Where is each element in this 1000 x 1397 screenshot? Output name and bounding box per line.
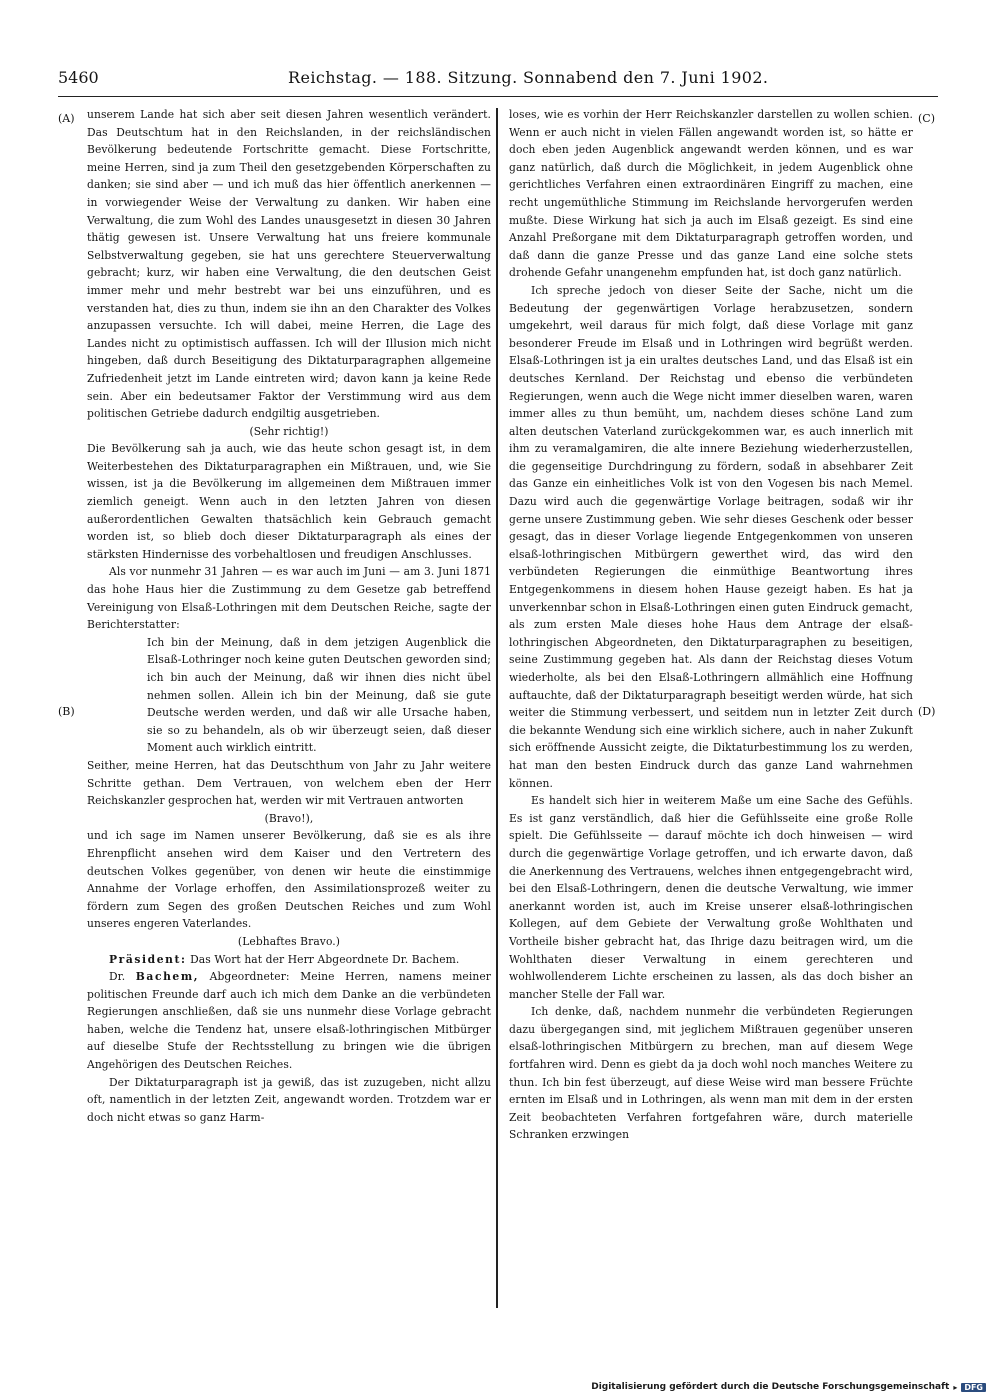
paragraph: Der Diktaturparagraph ist ja gewiß, das ist zuzugeben, nicht allzu oft, namentlich in der letzten Zeit, angewandt worden. Trotzdem war er doch nicht etwas so ganz Harm-	[87, 1075, 491, 1124]
arrow-icon: ▸	[953, 1382, 958, 1392]
dfg-logo: DFG	[961, 1383, 986, 1392]
paragraph: Es handelt sich hier in weiterem Maße um eine Sache des Gefühls. Es ist ganz verständlich, daß hier die Gefühlsseite eine große Rolle spielt. Die Gefühlsseite — darauf möchte ich doch hinweisen — wird durch die gegenwärtige Vorlage getroffen, und ich erwarte davon, daß die Anerkennung des Vertrauens, welches ihnen entgegengebracht wird, bei den Elsaß-Lothringern, denen die deutsche Verwaltung, wie immer anerkannt worden ist, auch im Kreise unserer elsaß-lothringischen Kollegen, auf dem Gebiete der Verwaltung große Wohlthaten und Vortheile bisher gebracht hat, das Ihrige dazu beitragen wird, um die Wohlthaten dieser Verwaltung in einem gerechteren und wohlwollenderem Lichte erscheinen zu lassen, als das doch bisher an mancher Stelle der Fall war.	[509, 794, 913, 1001]
paragraph: Die Bevölkerung sah ja auch, wie das heute schon gesagt ist, in dem Weiterbestehen des Diktaturparagraphen ein Mißtrauen, und, wie Sie wissen, ist ja die Bevölkerung im allgemeinen dem Mißtrauen immer ziemlich geneigt. Wenn auch in den letzten Jahren von diesen außerordentlichen Gewalten thatsächlich kein Gebrauch gemacht worden ist, so blieb doch dieser Diktaturparagraph als eines der stärksten Hindernisse des vorbehaltlosen und freudigen Anschlusses.	[87, 442, 491, 561]
margin-marker-c: (C)	[918, 112, 935, 125]
footer-credit	[591, 1382, 986, 1392]
block-quote: Ich bin der Meinung, daß in dem jetzigen Augenblick die Elsaß-Lothringer noch keine guten Deutschen geworden sind; ich bin auch der Meinung, daß wir ihnen dies nicht übel nehmen sollen. Allein ich bin der Meinung, daß sie gute Deutsche werden werden, und daß wir alle Ursache haben, sie so zu behandeln, als ob wir überzeugt seien, daß dieser Moment auch wirklich eintritt.	[147, 635, 491, 755]
paragraph: Ich spreche jedoch von dieser Seite der Sache, nicht um die Bedeutung der gegenwärtigen Vorlage herabzusetzen, sondern umgekehrt, weil daraus für mich folgt, daß diese Vorlage mit ganz besonderer Freude im Elsaß und in Lothringen wird begrüßt werden. Elsaß-Lothringen ist ja ein uraltes deutsches Land, und das Elsaß ist ein deutsches Kernland. Der Reichstag und ebenso die verbündeten Regierungen, wenn auch die Wege nicht immer dieselben waren, waren immer alles zu thun bemüht, um, nachdem dieses schöne Land zum alten deutschen Vaterland zurückgekommen war, es auch innerlich mit ihm zu veramalgamiren, die alte innere Beziehung wiederherzustellen, die gegenseitige Durchdringung zu fördern, sodaß in absehbarer Zeit das Ganze ein einheitliches Volk ist von den Vogesen bis nach Memel. Dazu wird auch die gegenwärtige Vorlage beitragen, sodaß wir ihr gerne unsere Zustimmung geben. Wie sehr dieses Geschenk oder besser gesagt, das in dieser Vorlage liegende Entgegenkommen von unseren elsaß-lothringischen Mitbürgern gewerthet wird, das wird den verbündeten Regierungen die einmüthige Beantwortung ihres Entgegenkommens in diesem hohen Hause gezeigt haben. Es hat ja unverkennbar schon in Elsaß-Lothringen einen guten Eindruck gemacht, als zum ersten Male dieses hohe Haus dem Antrage der elsaß-lothringischen Abgeordneten, den Diktaturparagraphen zu beseitigen, seine Zustimmung gegeben hat. Als dann der Reichstag dieses Votum wiederholte, als bei den Elsaß-Lothringern allmählich eine Hoffnung auftauchte, daß der Diktaturparagraph beseitigt werden würde, hat sich weiter die Stimmung verbessert, und seitdem nun in letzter Zeit durch die bekannte Wendung sich eine wirklich sichere, auch in naher Zukunft sich eröffnende Aussicht zeigte, die Diktaturbestimmung los zu werden, hat man den besten Eindruck durch das ganze Land wahrnehmen können.	[509, 283, 913, 790]
speaker-intro	[87, 968, 491, 1074]
interjection: (Lebhaftes Bravo.)	[237, 934, 341, 948]
president-label: Präsident:	[109, 952, 187, 966]
paragraph: Als vor nunmehr 31 Jahren — es war auch im Juni — am 3. Juni 1871 das hohe Haus hier die Zustimmung zu dem Gesetze gab betreffend Vereinigung von Elsaß-Lothringen mit dem Deutschen Reiche, sagte der Berichterstatter:	[87, 565, 491, 632]
speaker-name: Bachem,	[135, 970, 200, 984]
paragraph: unserem Lande hat sich aber seit diesen Jahren wesentlich verändert. Das Deutschtum hat in den Reichslanden, in der reichsländischen Bevölkerung bedeutende Fortschritte gemacht. Diese Fortschritte, meine Herren, sind ja zum Theil den gesetzgebenden Körperschaften zu danken; sie sind aber — und ich muß das hier öffentlich anerkennen — in vorwiegender Weise der Verwaltung zu danken. Wir haben eine Verwaltung, die zum Wohl des Landes unausgesetzt in diesen 30 Jahren thätig gewesen ist. Unsere Verwaltung hat uns freiere kommunale Selbstverwaltung gegeben, sie hat uns gerechtere Steuerverwaltung gebracht; kurz, wir haben eine Verwaltung, die den deutschen Geist immer mehr und mehr bestrebt war bei uns einzuführen, und es verstanden hat, dies zu thun, indem sie ihn an den Charakter des Volkes anzupassen versuchte. Ich will dabei, meine Herren, die Lage des Landes nicht zu optimistisch auffassen. Ich will der Illusion mich nicht hingeben, daß durch Beseitigung des Diktaturparagraphen allgemeine Zufriedenheit jetzt im Lande eintreten wird; davon kann ja keine Rede sein. Aber ein bedeutsamer Faktor der Verstimmung wird aus dem politischen Getriebe dadurch endgiltig ausgetrieben.	[87, 108, 491, 421]
running-head: Reichstag. — 188. Sitzung. Sonnabend den 7. Juni 1902.	[288, 68, 769, 87]
paragraph: und ich sage im Namen unserer Bevölkerung, daß sie es als ihre Ehrenpflicht ansehen wird dem Kaiser und den Vertretern des deutschen Volkes gegenüber, von denen wir heute die einstimmige Annahme der Vorlage erhoffen, den Assimilationsprozeß weiter zu fördern zum Segen des großen Deutschen Reiches und zum Wohl unseres engeren Vaterlandes.	[87, 829, 491, 931]
paragraph: Ich denke, daß, nachdem nunmehr die verbündeten Regierungen dazu übergegangen sind, mit jeglichem Mißtrauen gegenüber unseren elsaß-lothringischen Mitbürgern zu brechen, man auf diesem Wege fortfahren wird. Denn es giebt da ja doch wohl noch manches Weitere zu thun. Ich bin fest überzeugt, auf diese Weise wird man bessere Früchte ernten im Elsaß und in Lothringen, als wenn man mit dem in der ersten Zeit beobachteten Verfahren fortgefahren wäre, durch materielle Schranken erzwingen	[509, 1005, 913, 1142]
footer-text: Digitalisierung gefördert durch die Deutsche Forschungsgemeinschaft	[591, 1382, 950, 1392]
paragraph: loses, wie es vorhin der Herr Reichskanzler darstellen zu wollen schien. Wenn er auch nicht in vielen Fällen angewandt worden ist, so hätte er doch eben jeden Augenblick angewandt werden können, und es war ganz natürlich, daß durch die Möglichkeit, in jedem Augenblick ohne gerichtliches Verfahren einen extraordinären Eingriff zu machen, eine recht ungemüthliche Stimmung im Reichslande hervorgerufen werden mußte. Diese Wirkung hat sich ja auch im Elsaß gezeigt. Es sind eine Anzahl Preßorgane mit dem Diktaturparagraph getroffen worden, und daß dann die ganze Presse und das ganze Land eine solche stets drohende Gefahr unangenehm empfunden hat, ist doch ganz natürlich.	[509, 108, 913, 280]
president-text: Das Wort hat der Herr Abgeordnete Dr. Bachem.	[190, 952, 460, 966]
interjection: (Sehr richtig!)	[249, 424, 329, 438]
president-statement	[87, 951, 491, 969]
margin-marker-b: (B)	[58, 705, 75, 718]
margin-marker-a: (A)	[58, 112, 75, 125]
column-divider	[496, 108, 498, 1308]
interjection: (Bravo!),	[264, 811, 314, 825]
speaker-text: Abgeordneter: Meine Herren, namens meiner politischen Freunde darf auch ich mich dem Danke an die verbündeten Regierungen anschließen, daß sie uns nunmehr diese Vorlage gebracht haben, welche die Tendenz hat, unsere elsaß-lothringischen Mitbürger auf dieselbe Stufe der Rechtsstellung zu bringen wie die übrigen Angehörigen des Deutschen Reiches.	[87, 970, 491, 1072]
page-number: 5460	[58, 68, 99, 87]
paragraph: Seither, meine Herren, hat das Deutschthum von Jahr zu Jahr weitere Schritte gethan. Dem Vertrauen, von welchem eben der Herr Reichskanzler gesprochen hat, werden wir mit Vertrauen antworten	[87, 758, 491, 808]
margin-marker-d: (D)	[918, 705, 936, 718]
speaker-title: Dr.	[109, 970, 126, 984]
page-header	[58, 62, 938, 97]
left-column	[87, 106, 491, 1126]
right-column	[509, 106, 913, 1144]
